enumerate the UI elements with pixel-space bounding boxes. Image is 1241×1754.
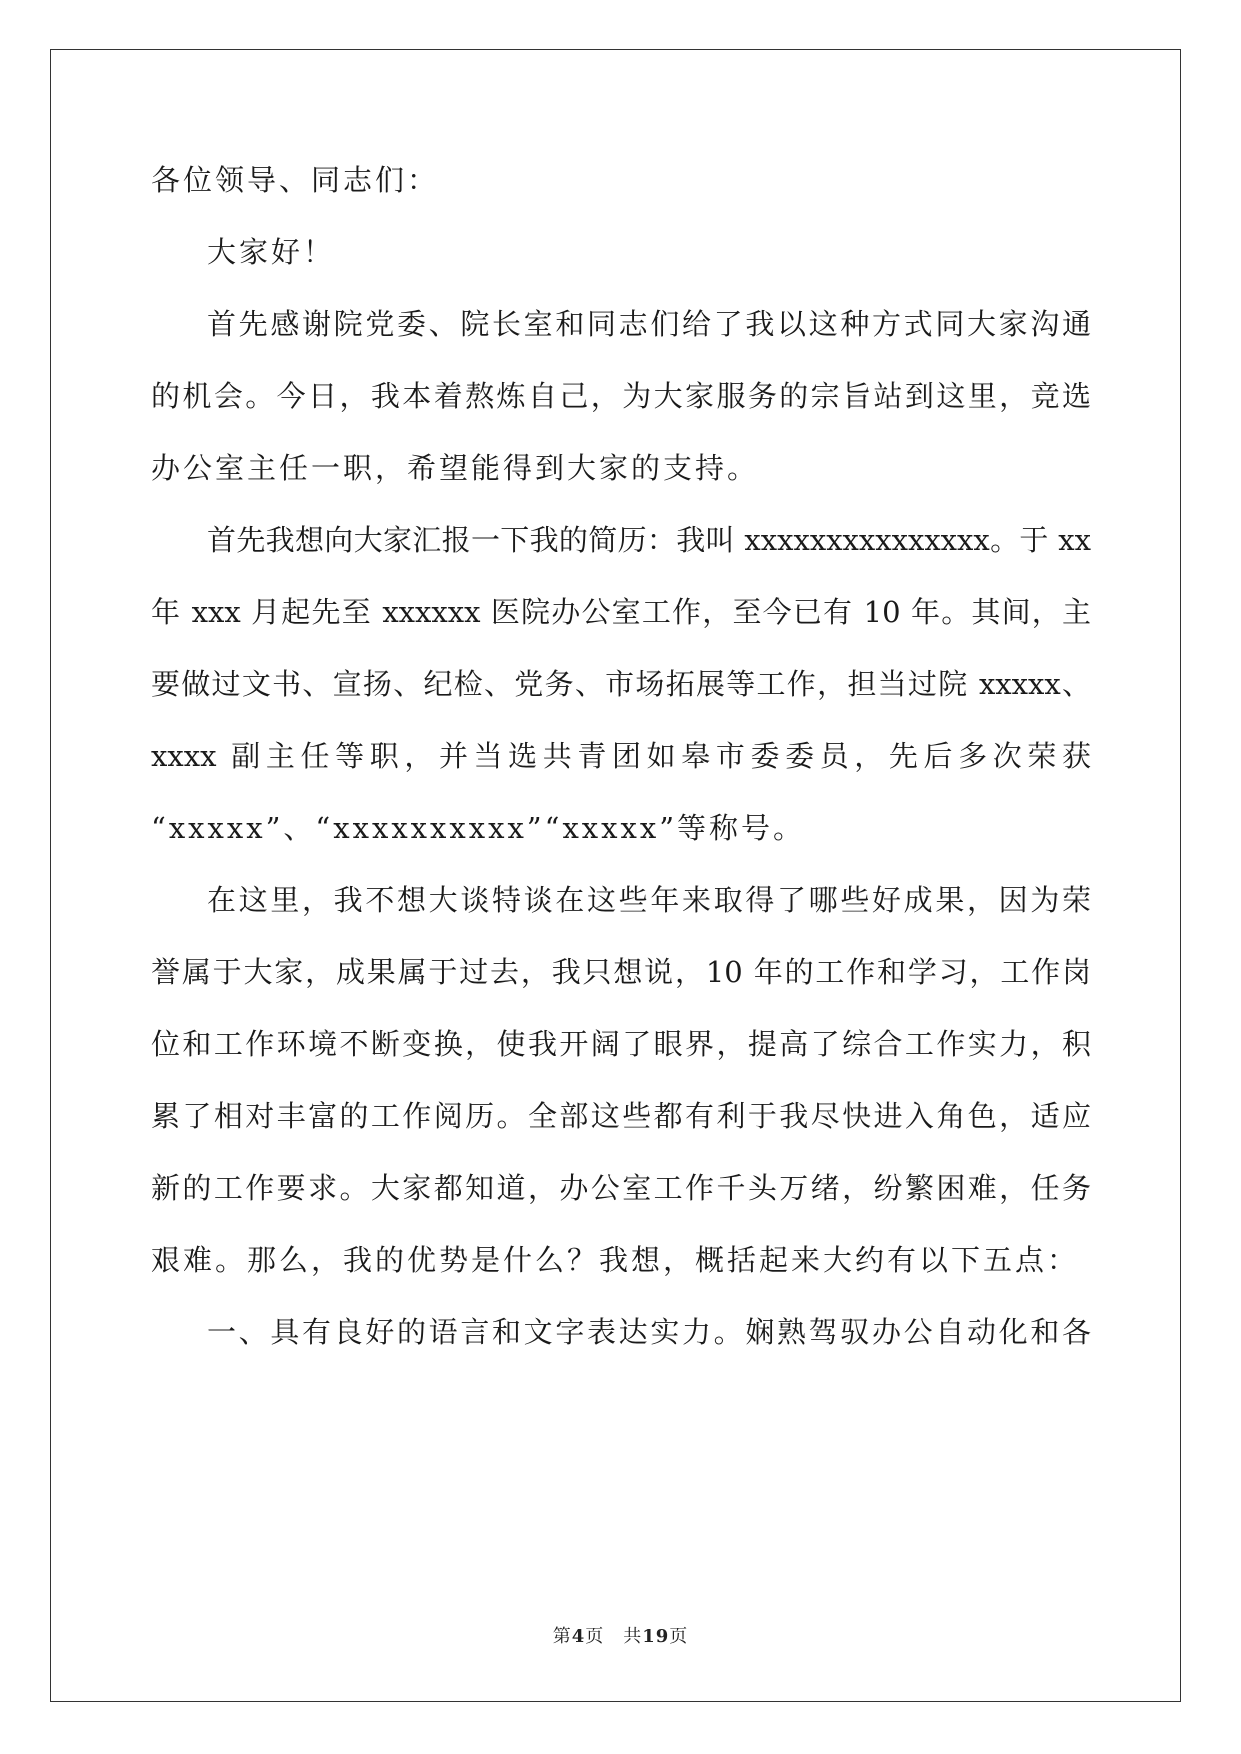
page-current: 4 (571, 1626, 586, 1647)
paragraph-line: 新的工作要求。大家都知道，办公室工作千头万绪，纷繁困难，任务 (151, 1171, 1091, 1205)
paragraph-line: 首先我想向大家汇报一下我的简历：我叫 xxxxxxxxxxxxxxx。于 xx (207, 523, 1091, 557)
page-border (50, 49, 1181, 1702)
paragraph-line: 首先感谢院党委、院长室和同志们给了我以这种方式同大家沟通 (207, 307, 1091, 341)
page-prefix: 第 (552, 1626, 572, 1647)
paragraph-line: “xxxxx”、“xxxxxxxxxx”“xxxxx”等称号。 (151, 811, 806, 845)
paragraph-line: xxxx 副主任等职，并当选共青团如皋市委委员，先后多次荣获 (151, 739, 1091, 773)
page-footer (0, 1622, 1241, 1648)
paragraph-line: 的机会。今日，我本着熬炼自己，为大家服务的宗旨站到这里，竞选 (151, 379, 1091, 413)
page-mid: 页 共 (585, 1626, 643, 1647)
paragraph-line: 一、具有良好的语言和文字表达实力。娴熟驾驭办公自动化和各 (207, 1315, 1091, 1349)
page-total: 19 (642, 1626, 670, 1647)
paragraph-line: 誉属于大家，成果属于过去，我只想说，10 年的工作和学习，工作岗 (151, 955, 1091, 989)
greeting: 大家好！ (207, 235, 336, 269)
paragraph-line: 在这里，我不想大谈特谈在这些年来取得了哪些好成果，因为荣 (207, 883, 1091, 917)
paragraph-line: 位和工作环境不断变换，使我开阔了眼界，提高了综合工作实力，积 (151, 1027, 1091, 1061)
paragraph-line: 要做过文书、宣扬、纪检、党务、市场拓展等工作，担当过院 xxxxx、 (151, 667, 1091, 701)
salutation: 各位领导、同志们： (151, 163, 440, 197)
paragraph-line: 年 xxx 月起先至 xxxxxx 医院办公室工作，至今已有 10 年。其间，主 (151, 595, 1091, 629)
page-suffix: 页 (669, 1626, 689, 1647)
paragraph-line: 办公室主任一职，希望能得到大家的支持。 (151, 451, 760, 485)
paragraph-line: 艰难。那么，我的优势是什么？我想，概括起来大约有以下五点： (151, 1243, 1080, 1277)
paragraph-line: 累了相对丰富的工作阅历。全部这些都有利于我尽快进入角色，适应 (151, 1099, 1091, 1133)
